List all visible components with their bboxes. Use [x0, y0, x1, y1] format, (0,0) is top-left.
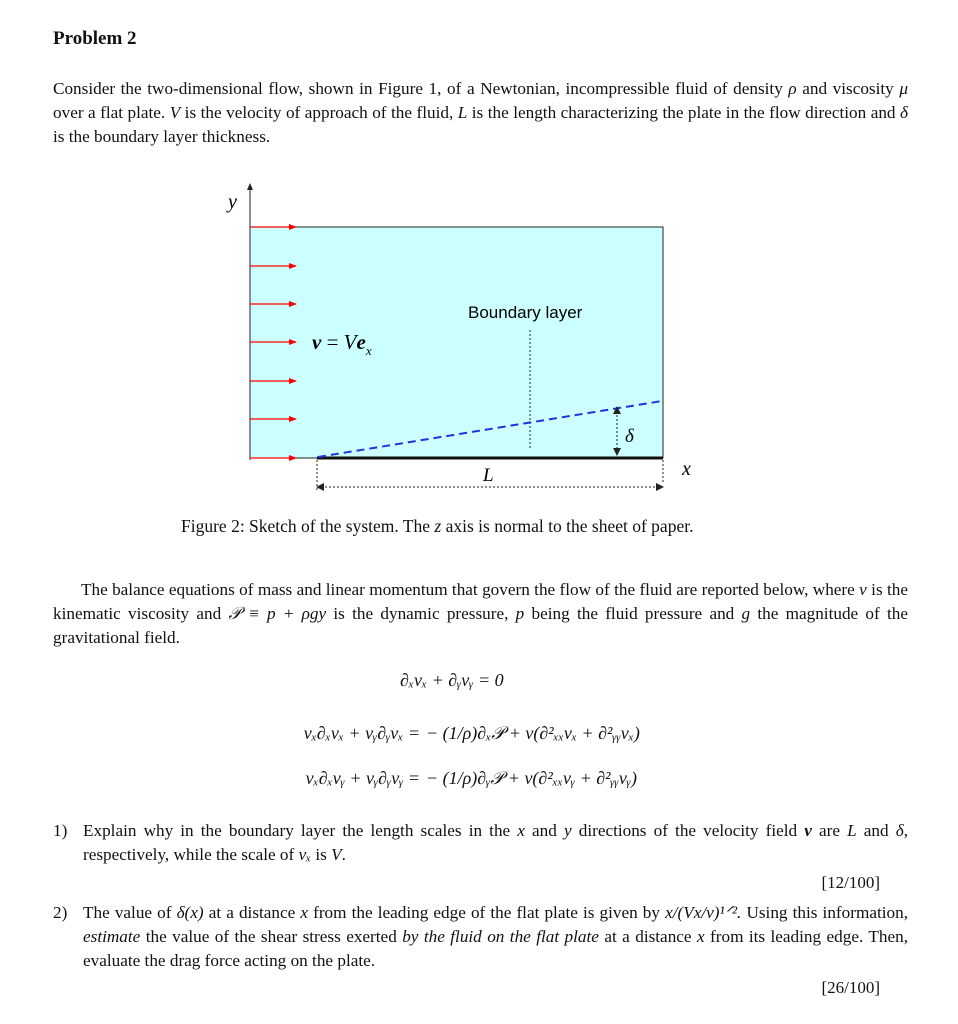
- mass-balance-equation: ∂ₓvₓ + ∂ᵧvᵧ = 0: [400, 670, 504, 690]
- question-1-text: Explain why in the boundary layer the length scales in the x and y directions of the velocity field v are L and δ, respectively, while the scale of vₓ is V.: [83, 821, 908, 864]
- question-1-marks: [12/100]: [821, 873, 880, 892]
- y-axis-label: y: [228, 191, 237, 213]
- problem-title: Problem 2: [53, 28, 137, 49]
- balance-paragraph: The balance equations of mass and linear momentum that govern the flow of the fluid are reported below, where ν is the kinematic viscosity and 𝒫 ≡ p + ρgy is the dynamic pressure, p being the fluid pressure and g the magnitude of the gravitational field.: [53, 580, 908, 647]
- momentum-y-lhs: vₓ∂ₓvᵧ + vᵧ∂ᵧvᵧ =: [305, 768, 420, 788]
- question-2-text: The value of δ(x) at a distance x from the leading edge of the flat plate is given by x/(Vx/ν)¹ᐟ². Using this information, estimate the value of the shear stress exerted by the fluid on the flat plate at a distance x from its leading edge. Then, evaluate the drag force acting on the plate.: [83, 903, 908, 970]
- question-1: [53, 819, 908, 869]
- length-label: L: [483, 465, 494, 486]
- momentum-x-lhs: vₓ∂ₓvₓ + vᵧ∂ᵧvₓ =: [303, 723, 420, 743]
- boundary-layer-label: Boundary layer: [468, 303, 583, 322]
- velocity-label: $v = Ve_x$: [312, 330, 372, 358]
- intro-paragraph: Consider the two-dimensional flow, shown in Figure 1, of a Newtonian, incompressible fluid of density ρ and viscosity μ over a flat plate. V is the velocity of approach of the fluid, L is the length characterizing the plate in the flow direction and δ is the boundary layer thickness.: [53, 79, 909, 146]
- momentum-x-rhs: − (1/ρ)∂ₓ𝒫 + ν(∂²ₓₓvₓ + ∂²ᵧᵧvₓ): [426, 723, 640, 743]
- question-2-marks: [26/100]: [821, 978, 880, 997]
- delta-label: δ: [625, 426, 634, 447]
- momentum-y-rhs: − (1/ρ)∂ᵧ𝒫 + ν(∂²ₓₓvᵧ + ∂²ᵧᵧvᵧ): [426, 768, 637, 788]
- question-2-number: 2): [53, 903, 68, 922]
- question-2: [53, 901, 908, 975]
- length-arrow-right: [656, 483, 664, 491]
- x-axis-label: x: [682, 458, 691, 480]
- system-sketch: [0, 170, 958, 510]
- question-1-number: 1): [53, 821, 68, 840]
- figure-caption: Figure 2: Sketch of the system. The z axis is normal to the sheet of paper.: [181, 516, 694, 536]
